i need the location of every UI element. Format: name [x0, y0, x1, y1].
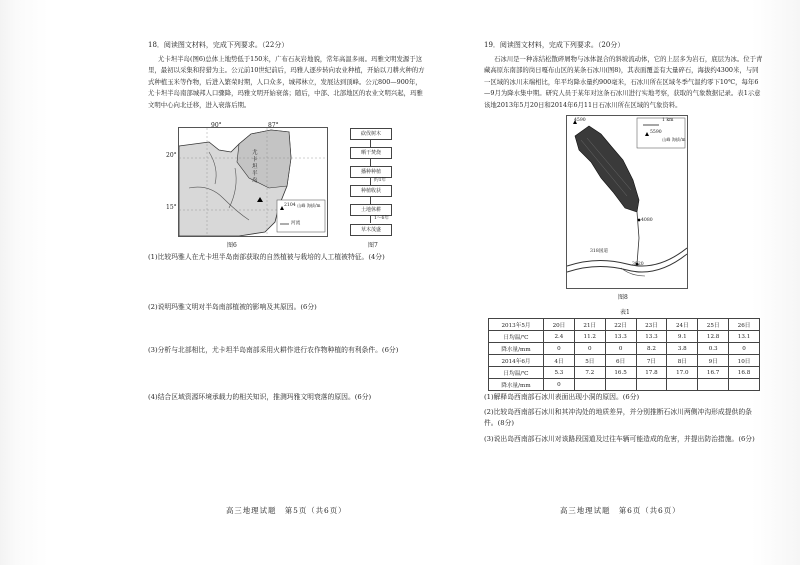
- fig6-lat-label-1: 20°: [166, 152, 177, 159]
- table-cell: 17.0: [667, 367, 698, 379]
- table-cell: 8日: [667, 355, 698, 367]
- table-cell: 0: [544, 343, 575, 355]
- table-cell: [698, 379, 729, 391]
- table-cell: 9.1: [667, 331, 698, 343]
- table-cell: 7.2: [574, 367, 605, 379]
- table-cell: 0.3: [698, 343, 729, 355]
- flow-step-3: 播种种植: [350, 166, 392, 178]
- table-1-weather-data: [488, 318, 760, 391]
- fig8-legend-peak-value: 5590: [650, 130, 662, 135]
- flow-step-6: 草木茂盛: [350, 224, 392, 236]
- table1-title: 表1: [620, 309, 630, 316]
- table-cell: 17.8: [636, 367, 667, 379]
- table-cell: 6日: [605, 355, 636, 367]
- question-19-heading: 19．阅读图文材料，完成下列要求。（20分）: [484, 41, 625, 49]
- flow-step-1: 砍伐树木: [350, 128, 392, 140]
- table-cell: 2.4: [544, 331, 575, 343]
- table-cell: 25日: [698, 319, 729, 331]
- table-cell: [574, 379, 605, 391]
- table-cell: 23日: [636, 319, 667, 331]
- table-cell: 11.2: [574, 331, 605, 343]
- fig8-point-3920: 3920: [632, 262, 644, 267]
- fig6-legend-peak-value: 2104: [284, 203, 296, 208]
- left-page: [148, 40, 428, 112]
- table-cell: 13.1: [729, 331, 760, 343]
- figure-7-flowchart: [340, 128, 410, 240]
- q19-sub-3: (3)说出岛西南部石冰川对该路段国道及过往车辆可能造成的危害，并提出防治措施。(6分): [484, 435, 755, 443]
- q18-sub-1: (1)比较玛雅人在尤卡坦半岛南部获取的自然植被与栽培的人工植被特征。(4分): [148, 253, 385, 261]
- q18-sub-4: (4)结合区域资源环境承载力的相关知识，推测玛雅文明衰落的原因。(6分): [148, 393, 372, 401]
- table-cell: 7日: [636, 355, 667, 367]
- table-cell: 20日: [544, 319, 575, 331]
- table-cell: 13.3: [605, 331, 636, 343]
- table-cell: 9日: [698, 355, 729, 367]
- fig6-lon-label-2: 87°: [268, 122, 279, 129]
- table-cell: 12.8: [698, 331, 729, 343]
- fig6-lon-label-1: 90°: [211, 122, 222, 129]
- fig6-lat-label-2: 15°: [166, 204, 177, 211]
- table-cell: 日均温/℃: [489, 367, 544, 379]
- table-cell: 0: [544, 379, 575, 391]
- table-cell: 22日: [605, 319, 636, 331]
- fig7-caption: 图7: [368, 242, 378, 249]
- table-cell: 降水量/mm: [489, 343, 544, 355]
- q18-sub-3: (3)分析与北部相比，尤卡坦半岛南部采用火耕作进行农作物种植的有利条件。(6分): [148, 346, 399, 354]
- question-19-material: 石冰川是一种冻结松散碎屑物与冰体混合的斜坡流动体，它的上层多为岩石，底层为冰。位于青藏高原东南部的岗日嘎布山区的某条石冰川(图8)，其表面覆盖有大量碎石，海拔约4300米，与同一区域的冰川末端相比，年平均降水量约900毫米，石冰川所在区域冬季气温约零下10℃，每年6—9月为降水集中期。研究人员于某年对这条石冰川进行实地考察，获取的气象数据记录。表1示意该地2013年5月20日和2014年6月11日石冰川所在区域的气象资料。: [484, 54, 763, 109]
- table-cell: 日均温/℃: [489, 331, 544, 343]
- right-page: [484, 40, 764, 112]
- fig8-peak-4590: 4590: [574, 118, 586, 123]
- table-cell: [667, 379, 698, 391]
- flow-step-4: 种植收获: [350, 185, 392, 197]
- flow-step-2: 晒干焚烧: [350, 147, 392, 159]
- fig6-legend-peak-label: 山峰 海拔/m: [297, 203, 321, 208]
- left-page-footer: 高三地理试题 第5页（共6页）: [226, 506, 347, 515]
- fig8-caption: 图8: [618, 294, 628, 301]
- question-18-material: 尤卡坦半岛(图6)总体上地势低于150米，广布石灰岩地貌，常年高温多雨。玛雅文明发源于这里，最初以采集和狩猎为主。公元前10世纪前后，玛雅人逐步转向农业种植，开始以刀耕火种的方式种植玉米等作物，后进入繁荣时期，人口众多，城邦林立，发展达到顶峰。公元800—900年，尤卡坦半岛南部城邦人口骤降，玛雅文明开始衰落；随后，中部、北部地区的农业文明兴起，玛雅文明中心向北迁移，进入衰落后期。: [148, 54, 425, 109]
- q18-sub-2: (2)说明玛雅文明对半岛南部植被的影响及其原因。(6分): [148, 303, 317, 311]
- table-cell: 16.5: [605, 367, 636, 379]
- table-cell: 13.3: [636, 331, 667, 343]
- table-cell: 3.8: [667, 343, 698, 355]
- table-row: [489, 355, 760, 367]
- flow-duration-2: 1～6年: [374, 216, 390, 221]
- flow-duration-1: 约1年: [374, 178, 387, 183]
- fig6-legend-river: 河流: [291, 221, 301, 226]
- table-cell: 0: [574, 343, 605, 355]
- table-cell: [729, 379, 760, 391]
- flow-step-5: 土地休耕: [350, 204, 392, 216]
- table-cell: 5.3: [544, 367, 575, 379]
- right-page-footer: 高三地理试题 第6页（共6页）: [560, 506, 681, 515]
- table-cell: [636, 379, 667, 391]
- question-18-heading: 18．阅读图文材料，完成下列要求。（22分）: [148, 41, 289, 49]
- table-row: [489, 343, 760, 355]
- table-row: [489, 319, 760, 331]
- table-cell: 4日: [544, 355, 575, 367]
- table-cell: 2014年6月: [489, 355, 544, 367]
- table-cell: 0: [605, 343, 636, 355]
- table-row: [489, 379, 760, 391]
- fig6-place-yucatan: 尤卡坦半岛: [252, 150, 258, 184]
- table-cell: 10日: [729, 355, 760, 367]
- q19-sub-2: (2)比较岛西南部石冰川和其冲沟处的地质差异，并分别推断石冰川两侧冲沟形成提供的条件。(8分): [484, 408, 752, 427]
- fig8-legend-peak-label: 山峰 海拔/m: [662, 137, 686, 142]
- table-cell: 16.7: [698, 367, 729, 379]
- table-cell: 24日: [667, 319, 698, 331]
- table-row: [489, 367, 760, 379]
- q19-sub-1: (1)解释岛西南部石冰川表面出现小洞的原因。(6分): [484, 393, 640, 401]
- fig8-scale: 1 km: [662, 118, 674, 123]
- table-cell: 2013年5月: [489, 319, 544, 331]
- table-cell: 16.8: [729, 367, 760, 379]
- fig8-point-4080: 4080: [641, 218, 653, 223]
- table-cell: 26日: [729, 319, 760, 331]
- fig8-road-318: 318国道: [590, 249, 608, 254]
- fig6-caption: 图6: [227, 242, 237, 249]
- table-cell: 5日: [574, 355, 605, 367]
- table-cell: 0: [729, 343, 760, 355]
- table-cell: 21日: [574, 319, 605, 331]
- table-row: [489, 331, 760, 343]
- table-cell: 8.2: [636, 343, 667, 355]
- table-cell: [605, 379, 636, 391]
- table-cell: 降水量/mm: [489, 379, 544, 391]
